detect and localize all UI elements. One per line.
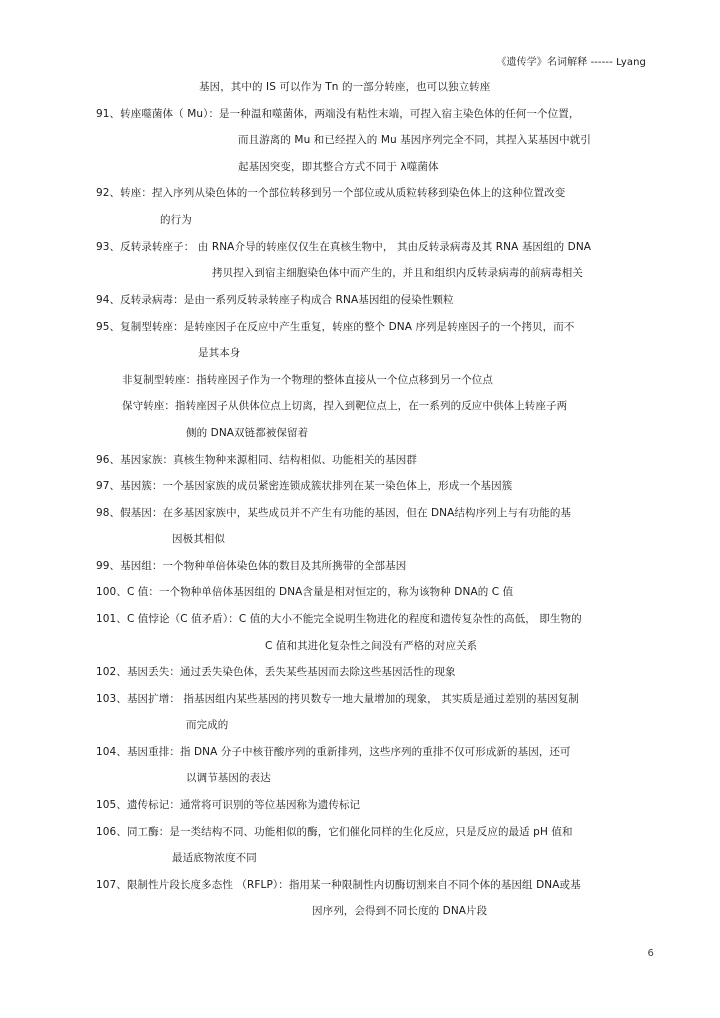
text-line: 以调节基因的表达 — [186, 772, 271, 784]
text-line: 因序列，会得到不同长度的 DNA片段 — [312, 905, 488, 917]
text-line: 91、转座噬菌体（ Mu）：是一种温和噬菌体，两端没有粘性末端，可捏入宿主染色体的任何一个位置， — [96, 108, 580, 120]
text-line: 94、反转录病毒：是由一系列反转录转座子构成合 RNA基因组的侵染性颗粒 — [96, 294, 454, 306]
text-line: 105、遗传标记：通常将可识别的等位基因称为遗传标记 — [96, 799, 361, 811]
text-line: 103、基因扩增： 指基因组内某些基因的拷贝数专一地大量增加的现象， 其实质是通过差别的基因复制 — [96, 693, 580, 705]
text-line: 96、基因家族：真核生物种来源相同、结构相似、功能相关的基因群 — [96, 454, 417, 466]
text-line: 104、基因重排：指 DNA 分子中核苷酸序列的重新排列，这些序列的重排不仅可形成新的基因，还可 — [96, 746, 571, 758]
text-line: C 值和其进化复杂性之间没有严格的对应关系 — [265, 640, 478, 652]
text-line: 107、限制性片段长度多态性 （RFLP）：指用某一种限制性内切酶切割来自不同个体的基因组 DNA或基 — [96, 879, 581, 891]
page-header: 《遗传学》名词解释 ------ Lyang — [496, 57, 646, 68]
text-line: 100、C 值：一个物种单倍体基因组的 DNA含量是相对恒定的，称为该物种 DNA的 C 值 — [96, 586, 514, 598]
text-line: 而完成的 — [186, 719, 229, 731]
text-line: 95、复制型转座：是转座因子在反应中产生重复，转座的整个 DNA 序列是转座因子的一个拷贝，而不 — [96, 321, 575, 333]
text-line: 拷贝捏入到宿主细胞染色体中而产生的，并且和组织内反转录病毒的前病毒相关 — [212, 267, 583, 279]
text-line: 因极其相似 — [172, 533, 225, 545]
text-line: 93、反转录转座子： 由 RNA介导的转座仅仅生在真核生物中， 其由反转录病毒及其 RNA 基因组的 DNA — [96, 241, 592, 253]
text-line: 的行为 — [160, 214, 192, 226]
text-line: 侧的 DNA双链都被保留着 — [186, 427, 309, 439]
text-line: 非复制型转座：指转座因子作为一个物理的整体直接从一个位点移到另一个位点 — [122, 374, 493, 386]
text-line: 而且游离的 Mu 和已经捏入的 Mu 基因序列完全不同，其捏入某基因中就引 — [238, 134, 591, 146]
text-line: 106、同工酶：是一类结构不同、功能相似的酶，它们催化同样的生化反应，只是反应的最适 pH 值和 — [96, 826, 573, 838]
text-line: 92、转座：捏入序列从染色体的一个部位转移到另一个部位或从质粒转移到染色体上的这种位置改变 — [96, 187, 566, 199]
text-line: 保守转座：指转座因子从供体位点上切离，捏入到靶位点上，在一系列的反应中供体上转座子两 — [122, 400, 568, 412]
text-line: 102、基因丢失：通过丢失染色体，丢失某些基因而去除这些基因活性的现象 — [96, 666, 456, 678]
text-line: 98、假基因：在多基因家族中，某些成员并不产生有功能的基因，但在 DNA结构序列上与有功能的基 — [96, 507, 572, 519]
text-line: 97、基因簇：一个基因家族的成员紧密连锁成簇状排列在某一染色体上，形成一个基因簇 — [96, 480, 513, 492]
text-line: 99、基因组：一个物种单倍体染色体的数目及其所携带的全部基因 — [96, 560, 407, 572]
text-line: 起基因突变，即其整合方式不同于 λ噬菌体 — [238, 161, 439, 173]
text-line: 是其本身 — [198, 347, 241, 359]
page-number: 6 — [647, 948, 654, 959]
text-line: 101、C 值悖论（C 值矛盾）：C 值的大小不能完全说明生物进化的程度和遗传复杂性的高低， 即生物的 — [96, 613, 582, 625]
text-line: 最适底物浓度不同 — [172, 852, 257, 864]
text-line: 基因，其中的 IS 可以作为 Tn 的一部分转座，也可以独立转座 — [199, 81, 491, 93]
